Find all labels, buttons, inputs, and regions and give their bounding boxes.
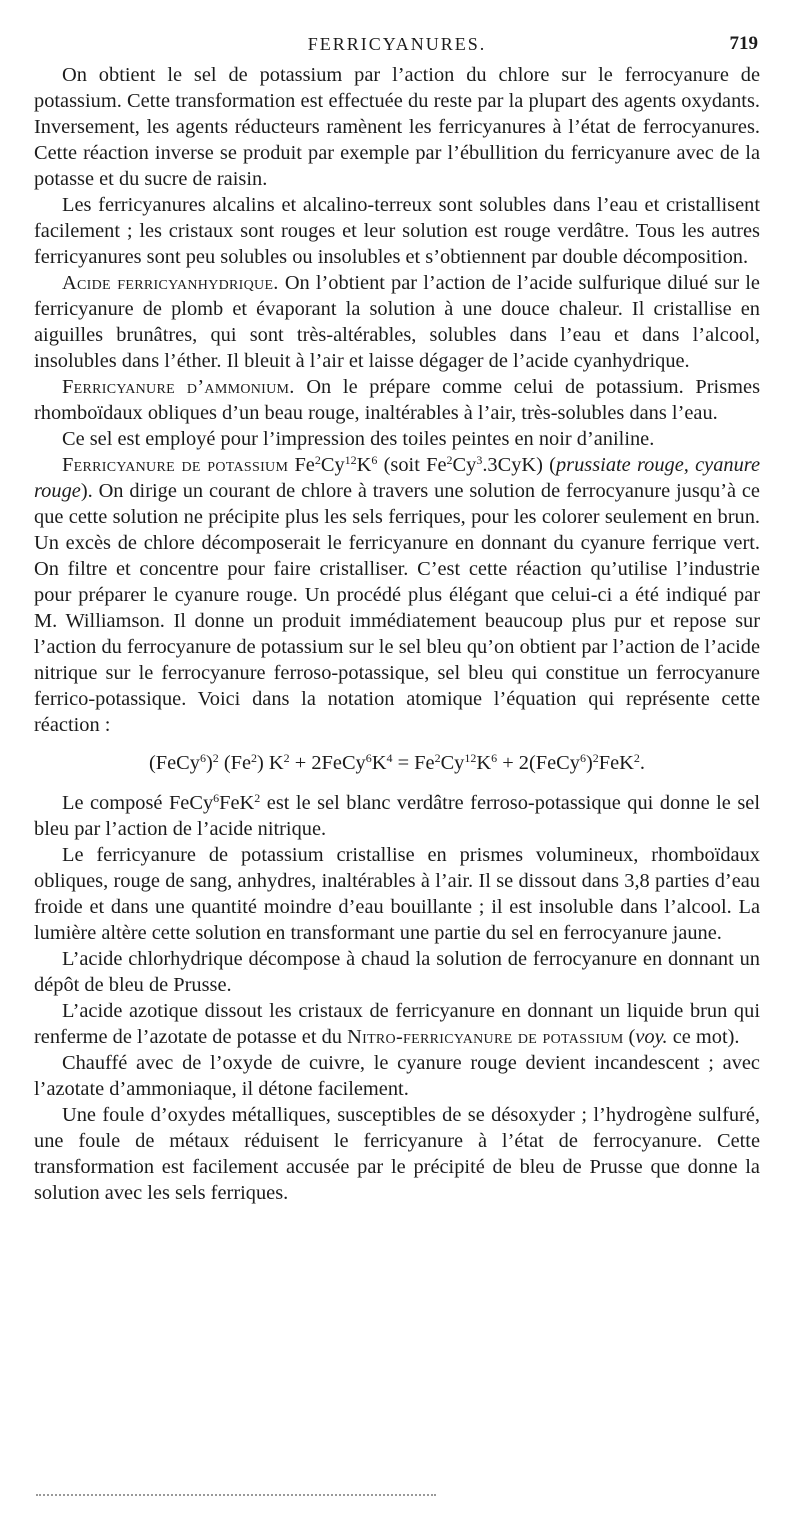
paragraph (34, 452, 760, 738)
paragraph-text: ). On dirige un courant de chlore à travers une solution de ferrocyanure jusqu’à ce que cette solution ne précipite plus les sels ferriques, pour les colorer seulement en brun. Un excès de chlore décomposerait le ferricyanure en donnant du cyanure ferrique vert. On filtre et concentre pour faire cristalliser. C’est cette réaction qu’utilise l’industrie pour préparer le cyanure rouge. Un procédé plus élégant que celui-ci a été indiqué par M. Williamson. Il donne un produit immédiatement beaucoup plus pur et repose sur l’action du ferrocyanure de potassium sur le sel bleu qu’on obtient par l’action de l’acide nitrique sur le ferrocyanure ferroso-potassique, sel bleu qui constitue un ferrocyanure ferrico-potassique. Voici dans la notation atomique l’équation qui représente cette réaction : (34, 480, 760, 736)
cross-reference: Nitro-ferricyanure de potassium (347, 1026, 624, 1048)
page (34, 0, 761, 1204)
paragraph: Une foule d’oxydes métalliques, susceptibles de se désoxyder ; l’hydrogène sulfuré, une foule de métaux réduisent le ferricyanure à l’état de ferrocyanure. Cette transformation est facilement accusée par le précipité de bleu de Prusse que donne la solution avec les sels ferriques. (34, 1104, 760, 1204)
paragraph (34, 270, 760, 374)
entry-heading: Ferricyanure de potassium (62, 454, 289, 476)
paragraph: On obtient le sel de potassium par l’action du chlore sur le ferrocyanure de potassium. Cette transformation est effectuée du reste par la plupart des agents oxydants. Inversement, les agents réducteurs ramènent les ferricyanures à l’état de ferrocyanures. Cette réaction inverse se produit par exemple par l’ébullition du ferricyanure avec de la potasse et du sucre de raisin. (34, 64, 760, 190)
entry-heading: Acide ferricyanhydrique. (62, 272, 279, 294)
chemical-equation: (FeCy$^6$)$^2$ (Fe$^2$) $K^2$ + $2FeCy^6K^4 = Fe^2Cy^{12}K^6$ + 2(FeCy$^6$)$^2$FeK$^2$. (148, 751, 646, 774)
paragraph: Les ferricyanures alcalins et alcalino-terreux sont solubles dans l’eau et cristallisent facilement ; les cristaux sont rouges et leur solution est rouge verdâtre. Tous les autres ferricyanures sont peu solubles ou insolubles et s’obtiennent par double décomposition. (34, 194, 760, 268)
formula: $Fe^2Cy^{12}K^6$ (soit Fe$^2$Cy$^3$.3CyK) ( (288, 453, 556, 476)
page-number: 719 (729, 33, 758, 54)
running-title: FERRICYANURES. (307, 34, 487, 54)
text-body (34, 62, 760, 1206)
paragraph: L’acide chlorhydrique décompose à chaud la solution de ferrocyanure en donnant un dépôt de bleu de Prusse. (34, 948, 760, 996)
paragraph: Ce sel est employé pour l’impression des toiles peintes en noir d’aniline. (62, 428, 655, 450)
paragraph-text: On le prépare comme celui de potassium. Prismes rhomboïdaux obliques d’un beau rouge, inaltérables à l’air, très-solubles dans l’eau. (34, 376, 761, 424)
running-header (34, 0, 760, 54)
italic-synonyms: prussiate rouge, cyanure rouge (34, 454, 761, 502)
paragraph: Chauffé avec de l’oxyde de cuivre, le cyanure rouge devient incandescent ; avec l’azotate d’ammoniaque, il détone facilement. (34, 1052, 760, 1100)
paragraph (34, 374, 760, 426)
paragraph: L’acide azotique dissout les cristaux de ferricyanure en donnant un liquide brun qui renferme de l’azotate de potasse et du Nitro-ferricyanure de potassium (voy. ce mot). (34, 1000, 760, 1048)
entry-heading: Ferricyanure d’ammonium. (62, 376, 295, 398)
paragraph-text: On l’obtient par l’action de l’acide sulfurique dilué sur le ferricyanure de plomb et évaporant la solution à une douce chaleur. Il cristallise en aiguilles brunâtres, qui sont très-altérables, solubles dans l’eau et dans l’alcool, insolubles dans l’éther. Il bleuit à l’air et laisse dégager de l’acide cyanhydrique. (34, 272, 760, 372)
paragraph: Le ferricyanure de potassium cristallise en prismes volumineux, rhomboïdaux obliques, rouge de sang, anhydres, inaltérables à l’air. Il se dissout dans 3,8 parties d’eau froide et dans une quantité moindre d’eau bouillante ; il est insoluble dans l’alcool. La lumière altère cette solution en transformant une partie du sel en ferrocyanure jaune. (34, 844, 760, 944)
footer-dotted-rule (36, 1494, 436, 1496)
paragraph: Le composé FeCy$^6$FeK$^2$ est le sel blanc verdâtre ferroso-potassique qui donne le sel bleu par l’action de l’acide nitrique. (34, 791, 760, 840)
